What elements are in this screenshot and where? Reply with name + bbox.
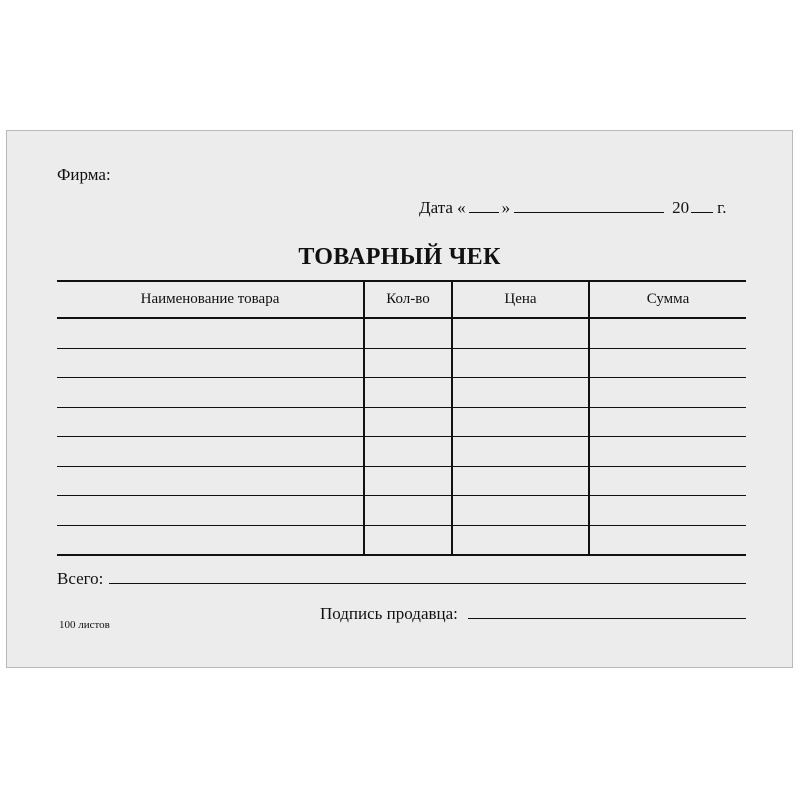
cell-price[interactable] [452,318,589,348]
form-title: ТОВАРНЫЙ ЧЕК [298,244,501,270]
cell-price[interactable] [452,348,589,378]
column-header-qty: Кол-во [364,281,452,318]
date-close-quote: » [501,198,511,217]
cell-name[interactable] [57,466,364,496]
total-blank[interactable] [109,569,746,584]
items-table [57,280,746,556]
year-suffix: г. [717,198,727,217]
cell-sum[interactable] [589,378,746,408]
cell-price[interactable] [452,466,589,496]
cell-sum[interactable] [589,466,746,496]
table-row [57,525,746,555]
column-header-name: Наименование товара [57,281,364,318]
signature-row [320,604,746,624]
table-row [57,466,746,496]
table-row [57,318,746,348]
day-blank[interactable] [469,198,499,213]
table-row [57,407,746,437]
table-header-row [57,281,746,318]
column-header-price: Цена [452,281,589,318]
cell-name[interactable] [57,318,364,348]
cell-price[interactable] [452,378,589,408]
sheets-note: 100 листов [59,619,110,631]
cell-sum[interactable] [589,525,746,555]
cell-sum[interactable] [589,437,746,467]
cell-sum[interactable] [589,348,746,378]
cell-price[interactable] [452,407,589,437]
month-blank[interactable] [514,198,664,213]
cell-sum[interactable] [589,496,746,526]
date-row [419,198,726,218]
table-row [57,348,746,378]
cell-name[interactable] [57,496,364,526]
column-header-sum: Сумма [589,281,746,318]
cell-name[interactable] [57,348,364,378]
year-blank[interactable] [691,198,713,213]
cell-price[interactable] [452,525,589,555]
cell-sum[interactable] [589,318,746,348]
cell-qty[interactable] [364,378,452,408]
table-row [57,437,746,467]
receipt-form [6,130,793,668]
cell-price[interactable] [452,437,589,467]
date-label: Дата « [419,198,466,217]
cell-name[interactable] [57,437,364,467]
cell-qty[interactable] [364,466,452,496]
table-row [57,378,746,408]
table-row [57,496,746,526]
signature-label: Подпись продавца: [320,604,458,623]
cell-qty[interactable] [364,525,452,555]
firm-label: Фирма: [57,165,111,184]
cell-name[interactable] [57,525,364,555]
cell-name[interactable] [57,378,364,408]
cell-qty[interactable] [364,348,452,378]
cell-qty[interactable] [364,407,452,437]
cell-qty[interactable] [364,318,452,348]
total-row [57,569,746,589]
cell-sum[interactable] [589,407,746,437]
cell-name[interactable] [57,407,364,437]
cell-qty[interactable] [364,496,452,526]
signature-blank[interactable] [468,604,746,619]
total-label: Всего: [57,569,104,588]
year-prefix: 20 [672,198,690,217]
cell-price[interactable] [452,496,589,526]
cell-qty[interactable] [364,437,452,467]
